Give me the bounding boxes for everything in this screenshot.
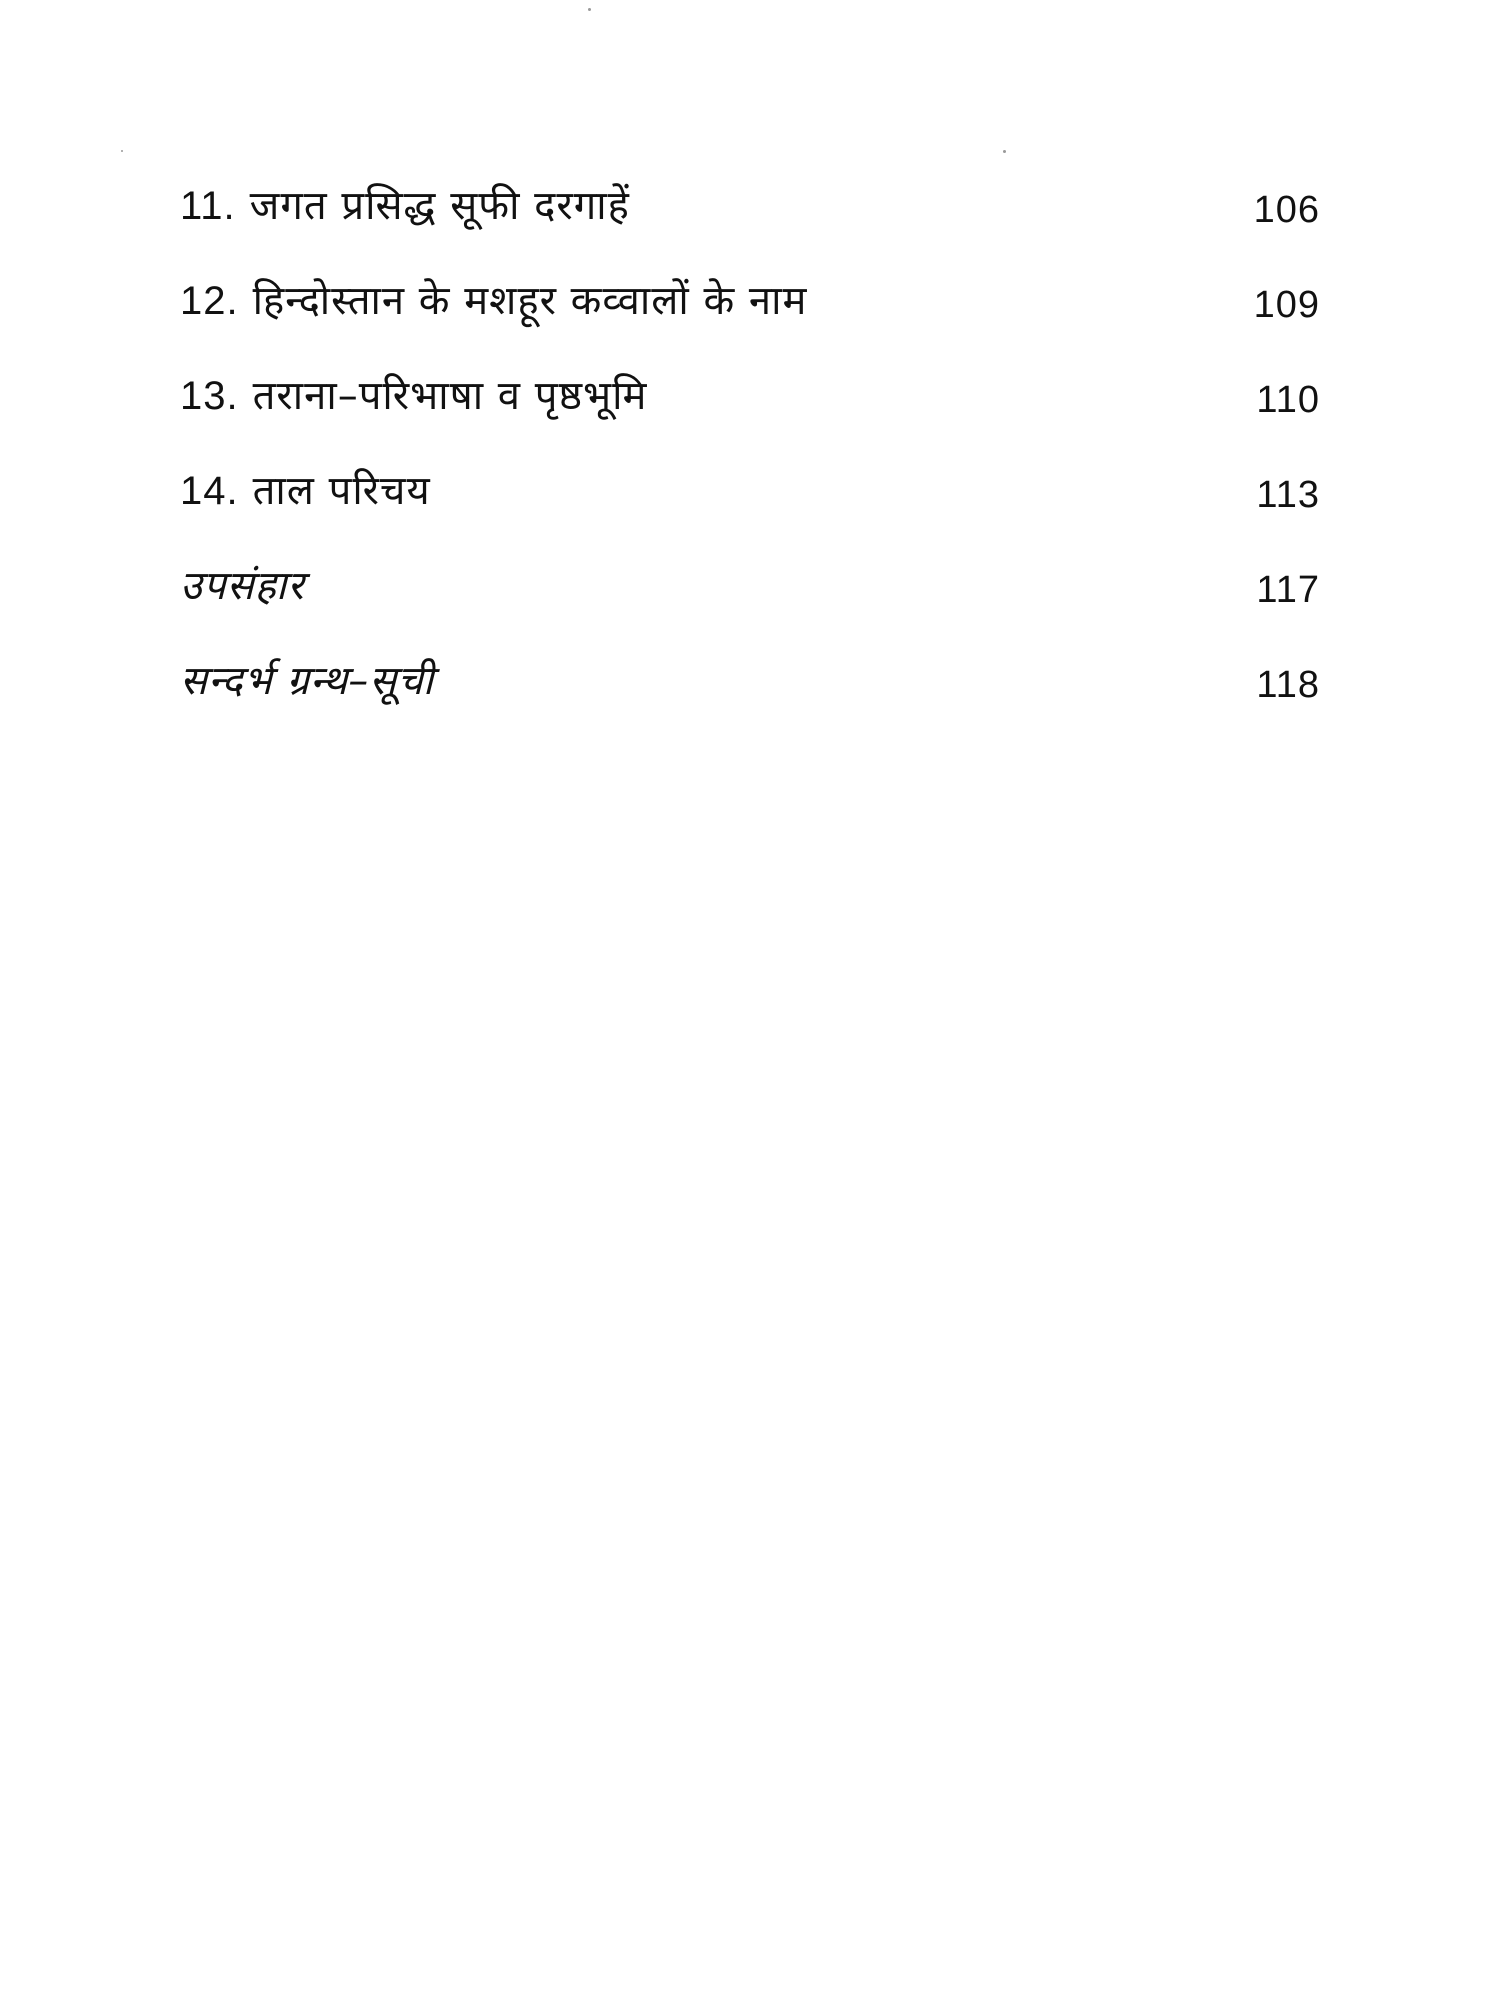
toc-entry-conclusion[interactable] [180, 550, 1320, 645]
entry-number: 14. [180, 469, 239, 513]
scan-speck [121, 150, 123, 152]
entry-title: जगत प्रसिद्ध सूफी दरगाहें [249, 183, 630, 229]
entry-page-number: 113 [1256, 474, 1320, 516]
entry-title: ताल परिचय [252, 468, 431, 514]
entry-number: 11. [180, 184, 236, 228]
entry-title: तराना–परिभाषा व पृष्ठभूमि [252, 373, 648, 419]
entry-page-number: 110 [1256, 379, 1320, 421]
toc-entry[interactable] [180, 360, 1320, 455]
toc-entry[interactable] [180, 455, 1320, 550]
scan-speck [1003, 150, 1006, 153]
entry-page-number: 117 [1256, 569, 1320, 611]
scan-speck [588, 8, 591, 11]
entry-title: उपसंहार [180, 563, 305, 609]
entry-number: 12. [180, 279, 239, 323]
entry-page-number: 106 [1253, 189, 1320, 231]
entry-page-number: 118 [1256, 664, 1320, 706]
entry-title: हिन्दोस्तान के मशहूर कव्वालों के नाम [252, 278, 808, 324]
toc-entry[interactable] [180, 265, 1320, 360]
entry-page-number: 109 [1253, 284, 1320, 326]
entry-title: सन्दर्भ ग्रन्थ–सूची [180, 658, 435, 704]
table-of-contents [180, 170, 1320, 740]
entry-number: 13. [180, 374, 239, 418]
toc-entry[interactable] [180, 170, 1320, 265]
toc-entry-bibliography[interactable] [180, 645, 1320, 740]
